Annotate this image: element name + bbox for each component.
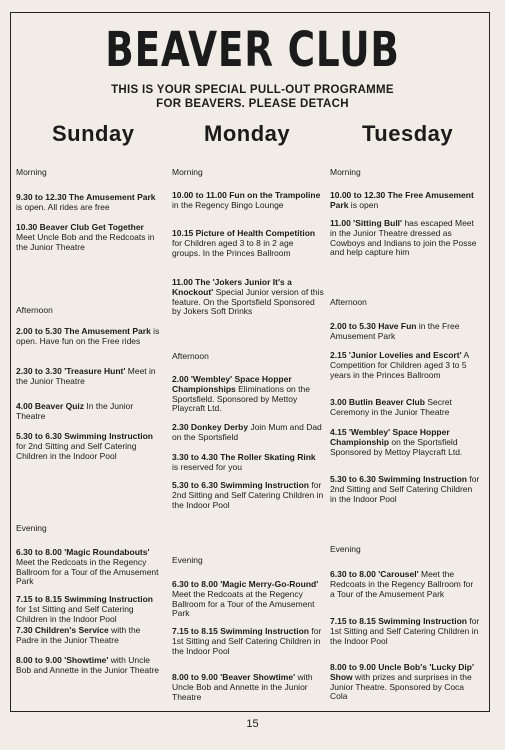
- programme-event: [172, 191, 324, 211]
- programme-event: [330, 351, 480, 380]
- event-description: with the Padre in the Junior Theatre: [16, 625, 141, 645]
- event-title: The Roller Skating Rink: [220, 452, 316, 462]
- subtitle-line-1: THIS IS YOUR SPECIAL PULL-OUT PROGRAMME: [111, 84, 394, 96]
- programme-event: [16, 193, 162, 213]
- event-time: 5.30 to 6.30: [16, 431, 65, 441]
- programme-event: [16, 595, 162, 624]
- event-description: Meet Uncle Bob and the Redcoats in the Junior Theatre: [16, 231, 155, 252]
- programme-event: [172, 673, 324, 702]
- event-title: Swimming Instruction: [378, 474, 467, 484]
- programme-event: [172, 481, 324, 510]
- day-heading-tuesday: Tuesday: [362, 121, 454, 146]
- programme-event: [16, 223, 162, 252]
- event-time: 7.15 to 8.15: [330, 616, 379, 626]
- event-description: Special Junior version of this feature. On the Sportsfield Sponsored by Jokers Soft Drinks: [172, 286, 324, 317]
- programme-event: [16, 367, 162, 387]
- section-label: Morning: [172, 167, 203, 177]
- programme-event: [16, 656, 162, 676]
- programme-event: [16, 626, 162, 646]
- event-title: Swimming Instruction: [64, 594, 153, 604]
- programme-event: [330, 219, 480, 258]
- event-time: 6.30 to 8.00: [330, 569, 379, 579]
- event-title: Fun on the Trampoline: [229, 190, 321, 200]
- event-title: Swimming Instruction: [220, 480, 309, 490]
- section-label: Evening: [172, 555, 203, 565]
- event-description: In the Junior Theatre: [16, 401, 134, 421]
- event-title: 'Wembley' Space Hopper Championships: [172, 374, 292, 394]
- event-title: Swimming Instruction: [378, 616, 467, 626]
- event-description: for 1st Sitting and Self Catering Children in the Indoor Pool: [330, 616, 480, 646]
- page-number: 15: [246, 718, 259, 730]
- event-title: 'Beaver Showtime': [220, 672, 296, 682]
- event-time: 7.15 to 8.15: [172, 626, 221, 636]
- programme-event: [172, 423, 324, 443]
- programme-event: [330, 663, 480, 702]
- event-title: Butlin Beaver Club: [348, 397, 425, 407]
- programme-event: [330, 570, 480, 599]
- event-description: Meet the Redcoats in the Regency Ballroom for a Tour of the Amusement Park: [16, 556, 159, 587]
- event-time: 6.30 to 8.00: [16, 547, 65, 557]
- event-title: Picture of Health Competition: [195, 228, 316, 238]
- event-description: A Competition for Children aged 3 to 5 years in the Princes Ballroom: [330, 350, 469, 380]
- event-title: 'Magic Roundabouts': [64, 547, 150, 557]
- event-time: 5.30 to 6.30: [172, 480, 221, 490]
- event-time: 7.15 to 8.15: [16, 594, 65, 604]
- event-description: for 2nd Sitting and Self Catering Children in the Indoor Pool: [172, 480, 324, 510]
- event-description: with prizes and surprises in the Junior Theatre. Sponsored by Coca Cola: [330, 671, 472, 702]
- section-label: Afternoon: [172, 351, 209, 361]
- event-description: for 1st Sitting and Self Catering Children in the Indoor Pool: [172, 626, 322, 656]
- event-title: 'Wembley' Space Hopper Championship: [330, 427, 450, 447]
- event-time: 2.30: [172, 422, 191, 432]
- programme-event: [330, 322, 480, 342]
- programme-event: [172, 278, 324, 317]
- event-description: for 2nd Sitting and Self Catering Children in the Indoor Pool: [16, 440, 137, 461]
- event-description: Meet the Redcoats at the Regency Ballroom for a Tour of the Amusement Park: [172, 588, 315, 619]
- event-time: 3.00: [330, 397, 349, 407]
- event-description: Meet the Redcoats in the Regency Ballroom for a Tour of the Amusement Park: [330, 569, 474, 599]
- event-description: is reserved for you: [172, 461, 242, 472]
- event-description: in the Free Amusement Park: [330, 321, 460, 341]
- event-title: Swimming Instruction: [220, 626, 309, 636]
- event-description: is open. All rides are free: [16, 201, 110, 212]
- event-time: 11.00: [172, 277, 196, 287]
- event-time: 5.30 to 6.30: [330, 474, 379, 484]
- event-time: 2.15: [330, 350, 349, 360]
- section-label: Afternoon: [16, 305, 53, 315]
- event-description: has escaped Meet in the Junior Theatre dressed as Cowboys and Indians to join the Posse and help capture him: [330, 218, 477, 258]
- event-description: is open: [348, 199, 379, 210]
- programme-event: [330, 475, 480, 504]
- event-time: 2.00 to 5.30: [330, 321, 379, 331]
- event-description: with Uncle Bob and Annette in the Junior Theatre: [172, 672, 313, 702]
- event-time: 4.00: [16, 401, 35, 411]
- event-time: 10.30: [16, 222, 40, 232]
- event-title: Beaver Club Get Together: [39, 222, 144, 232]
- day-heading-sunday: Sunday: [52, 121, 135, 146]
- event-title: The 'Jokers Junior It's a Knockout': [172, 277, 292, 297]
- event-title: The Amusement Park: [64, 326, 151, 336]
- event-time: 2.00 to 5.30: [16, 326, 65, 336]
- event-time: 10.00 to 11.00: [172, 190, 230, 200]
- event-title: Donkey Derby: [190, 422, 249, 432]
- event-description: on the Sportsfield Sponsored by Mettoy Playcraft Ltd.: [330, 436, 463, 457]
- event-title: 'Carousel': [378, 569, 419, 579]
- event-time: 6.30 to 8.00: [172, 579, 221, 589]
- event-description: Eliminations on the Sportsfield. Sponsored by Mettoy Playcraft Ltd.: [172, 383, 310, 414]
- event-title: Uncle Bob's 'Lucky Dip' Show: [330, 662, 475, 682]
- programme-event: [330, 398, 480, 418]
- event-title: 'Showtime': [64, 655, 109, 665]
- event-description: for 1st Sitting and Self Catering Children in the Indoor Pool: [16, 603, 134, 624]
- event-time: 9.30 to 12.30: [16, 192, 69, 202]
- event-description: with Uncle Bob and Annette in the Junior Theatre: [16, 655, 160, 675]
- event-time: 3.30 to 4.30: [172, 452, 221, 462]
- programme-event: [330, 617, 480, 646]
- event-description: Join Mum and Dad on the Sportsfield: [172, 422, 322, 442]
- event-time: 8.00 to 9.00: [172, 672, 221, 682]
- event-description: is open. Have fun on the Free rides: [16, 326, 160, 346]
- event-title: The Free Amusement Park: [330, 190, 474, 210]
- event-time: 8.00 to 9.00: [330, 662, 379, 672]
- event-time: 2.30 to 3.30: [16, 366, 65, 376]
- event-time: 7.30: [16, 625, 35, 635]
- programme-event: [172, 375, 324, 414]
- event-title: The Amusement Park: [68, 192, 156, 202]
- event-time: 10.15: [172, 228, 196, 238]
- event-title: 'Magic Merry-Go-Round': [220, 579, 319, 589]
- event-title: 'Junior Lovelies and Escort': [348, 350, 462, 360]
- event-title: 'Treasure Hunt': [64, 366, 126, 376]
- event-time: 10.00 to 12.30: [330, 190, 388, 200]
- day-heading-monday: Monday: [204, 121, 291, 146]
- event-title: Have Fun: [378, 321, 417, 331]
- event-time: 2.00: [172, 374, 191, 384]
- programme-event: [172, 580, 324, 619]
- programme-event: [172, 229, 324, 258]
- event-description: in the Regency Bingo Lounge: [172, 199, 284, 210]
- event-time: 8.00 to 9.00: [16, 655, 65, 665]
- event-title: 'Sitting Bull': [353, 218, 403, 228]
- event-title: Beaver Quiz: [34, 401, 85, 411]
- programme-event: [16, 432, 162, 461]
- page-title: BEAVER CLUB: [105, 22, 400, 78]
- event-time: 4.15: [330, 427, 349, 437]
- section-label: Afternoon: [330, 297, 367, 307]
- programme-event: [172, 627, 324, 656]
- programme-event: [16, 402, 162, 422]
- programme-event: [16, 327, 162, 347]
- subtitle: [0, 83, 505, 111]
- programme-event: [330, 191, 480, 211]
- event-description: for Children aged 3 to 8 in 2 age groups. In the Princes Ballroom: [172, 237, 294, 258]
- subtitle-line-2: FOR BEAVERS. PLEASE DETACH: [156, 98, 349, 110]
- section-label: Evening: [330, 544, 361, 554]
- section-label: Morning: [16, 167, 47, 177]
- programme-event: [16, 548, 162, 587]
- section-label: Evening: [16, 523, 47, 533]
- programme-event: [330, 428, 480, 457]
- programme-event: [172, 453, 324, 473]
- event-title: Children's Service: [34, 625, 109, 635]
- section-label: Morning: [330, 167, 361, 177]
- event-time: 11.00: [330, 218, 354, 228]
- event-description: Meet in the Junior Theatre: [16, 366, 156, 386]
- event-description: for 2nd Sitting and Self Catering Children in the Indoor Pool: [330, 474, 480, 504]
- event-description: Secret Ceremony in the Junior Theatre: [330, 397, 452, 417]
- event-title: Swimming Instruction: [64, 431, 153, 441]
